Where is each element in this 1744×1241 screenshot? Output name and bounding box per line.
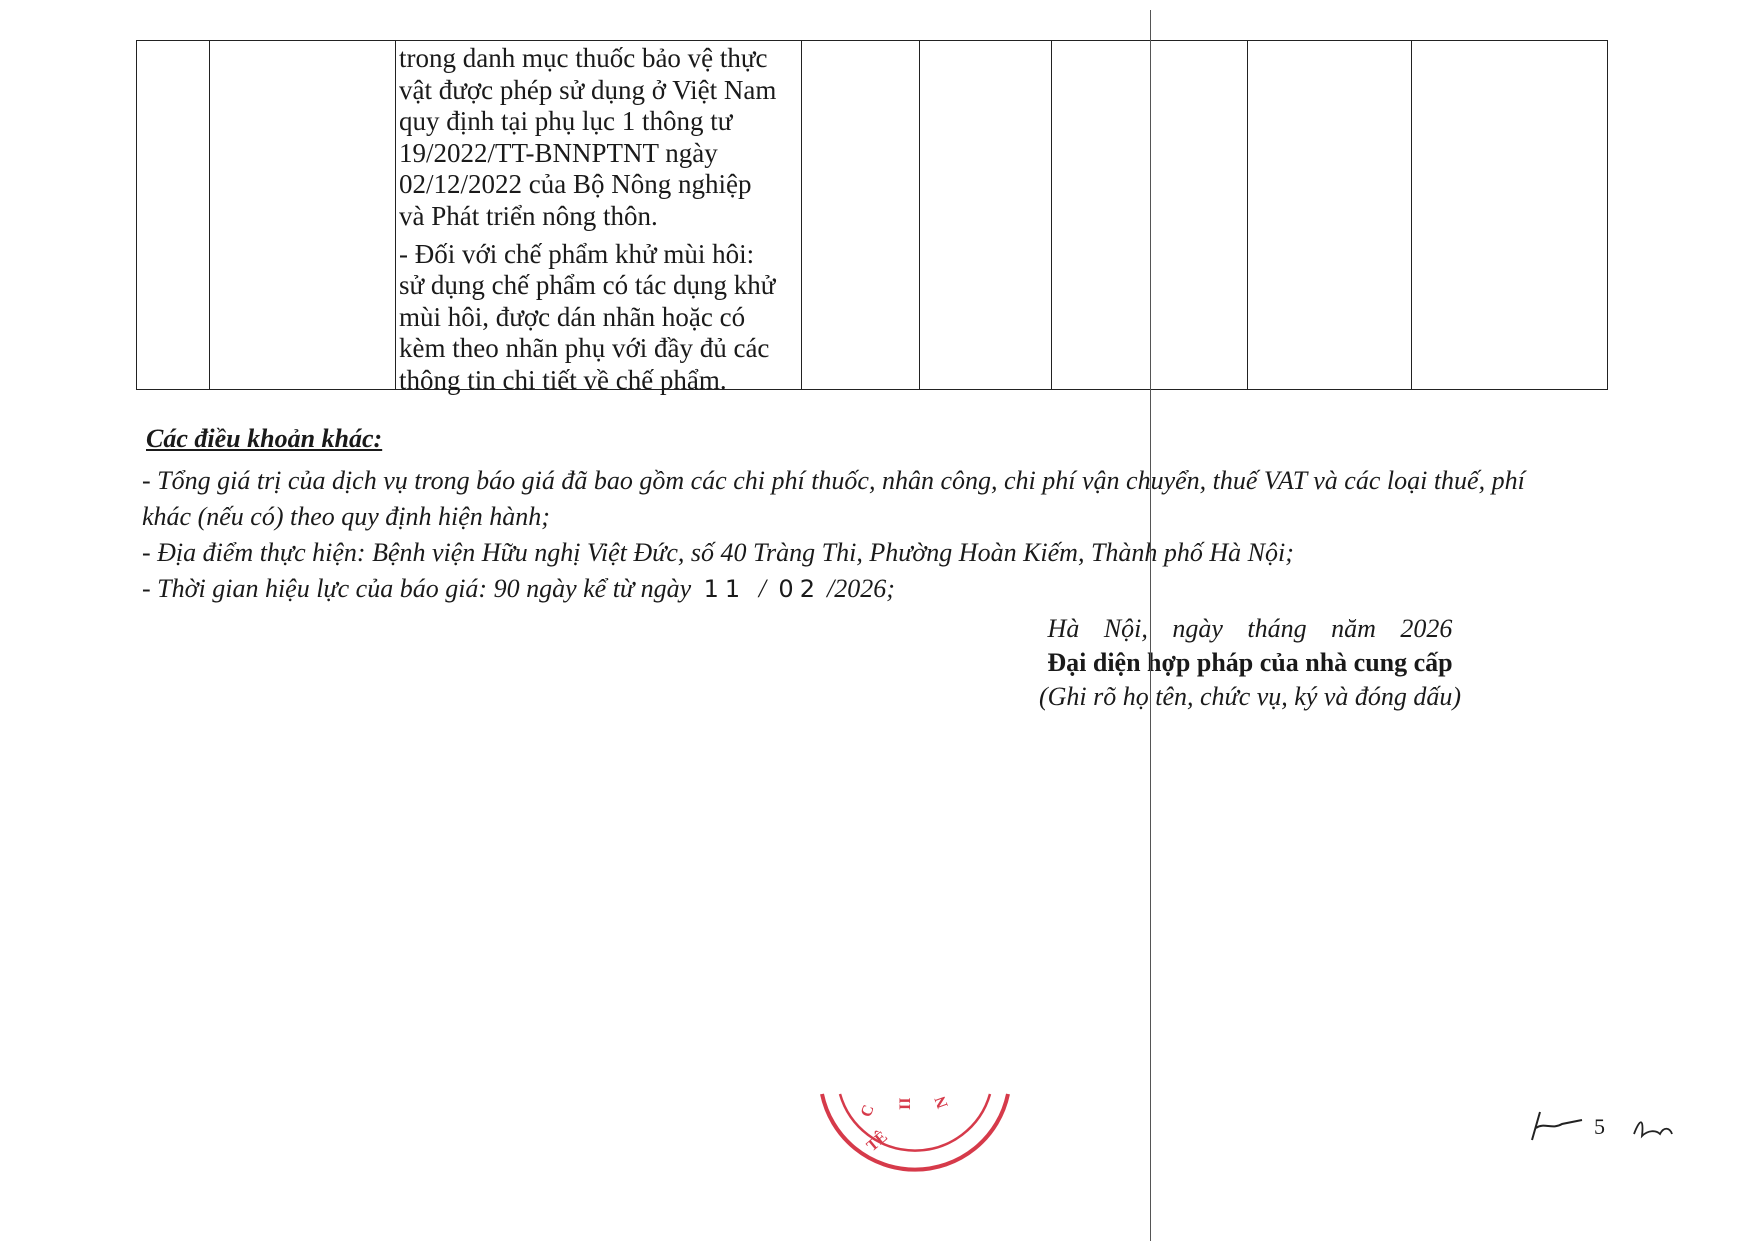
cell-line: 02/12/2022 của Bộ Nông nghiệp — [399, 169, 752, 200]
table-col-divider — [801, 41, 802, 389]
signature-place-date: Hà Nội, ngày tháng năm 2026 — [1047, 614, 1453, 643]
terms-heading: Các điều khoản khác: — [146, 424, 383, 453]
validity-prefix: - Thời gian hiệu lực của báo giá: 90 ngày kể từ ngày — [142, 574, 692, 603]
validity-sep: / — [758, 574, 766, 603]
signature-title: Đại diện hợp pháp của nhà cung cấp — [1047, 648, 1453, 677]
table-col-divider — [209, 41, 210, 389]
cell-line: vật được phép sử dụng ở Việt Nam — [399, 74, 777, 105]
scan-fold-line — [1150, 10, 1151, 1241]
terms-validity — [142, 572, 1642, 606]
cell-line: và Phát triển nông thôn. — [399, 200, 658, 231]
cell-line: kèm theo nhãn phụ với đầy đủ các — [399, 333, 770, 364]
table-col-divider — [1051, 41, 1052, 389]
cell-line: mùi hôi, được dán nhãn hoặc có — [399, 301, 746, 332]
page-number: 5 — [1594, 1114, 1605, 1139]
cell-line: sử dụng chế phẩm có tác dụng khử — [399, 270, 776, 301]
cell-paragraph — [399, 43, 799, 233]
cell-line: trong danh mục thuốc bảo vệ thực — [399, 43, 768, 73]
svg-text:C: C — [857, 1102, 878, 1120]
cell-line: quy định tại phụ lục 1 thông tư — [399, 106, 733, 137]
other-terms-section — [142, 424, 1642, 606]
signature-block — [1010, 612, 1490, 714]
table-cell-requirements — [399, 43, 799, 397]
table-col-divider — [1247, 41, 1248, 389]
validity-month-handwritten: 02 — [778, 575, 821, 603]
cell-line: 19/2022/TT-BNNPTNT ngày — [399, 137, 718, 168]
svg-text:N: N — [931, 1093, 952, 1111]
table-col-divider — [395, 41, 396, 389]
signature-hint: (Ghi rõ họ tên, chức vụ, ký và đóng dấu) — [1038, 682, 1462, 711]
validity-suffix: /2026; — [826, 574, 895, 603]
cell-paragraph — [399, 239, 799, 397]
quote-table — [136, 40, 1608, 395]
svg-text:II: II — [897, 1097, 914, 1110]
cell-line: - Đối với chế phẩm khử mùi hôi: — [399, 238, 755, 269]
company-seal-image — [810, 1080, 1020, 1190]
terms-item: - Tổng giá trị của dịch vụ trong báo giá đã bao gồm các chi phí thuốc, nhân công, chi phí vận chuyển, thuế VAT và các loại thuế, phí — [142, 466, 1525, 495]
table-col-divider — [919, 41, 920, 389]
terms-item: khác (nếu có) theo quy định hiện hành; — [142, 502, 550, 531]
table-col-divider — [1411, 41, 1412, 389]
validity-day-handwritten: 11 — [703, 575, 747, 603]
svg-text:TÊ: TÊ — [863, 1128, 891, 1156]
cell-line: thông tin chi tiết về chế phẩm. — [399, 364, 727, 395]
terms-item: - Địa điểm thực hiện: Bệnh viện Hữu nghị Việt Đức, số 40 Tràng Thi, Phường Hoàn Kiếm, Thành phố Hà Nội; — [142, 538, 1294, 567]
